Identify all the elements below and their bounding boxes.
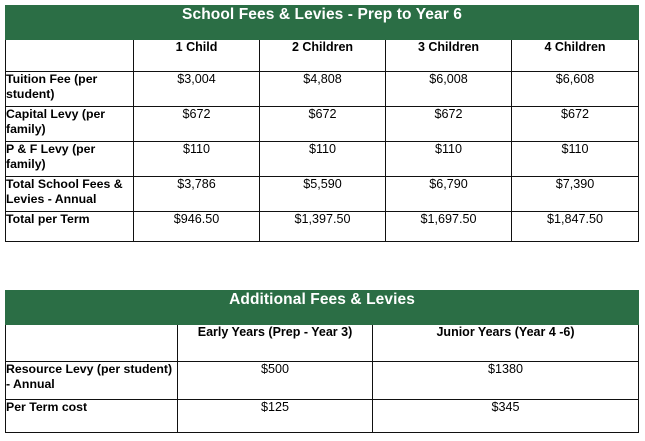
cell-pf-levy-2-children: $110 (260, 142, 386, 177)
additional-fees-title: Additional Fees & Levies (6, 291, 639, 325)
table-row (6, 212, 639, 242)
cell-total-per-term-4-children: $1,847.50 (512, 212, 639, 242)
cell-capital-levy-3-children: $672 (386, 107, 512, 142)
table-row (6, 72, 639, 107)
table-row (6, 107, 639, 142)
cell-total-per-term-1-child: $946.50 (134, 212, 260, 242)
row-label-total-per-term: Total per Term (6, 212, 134, 242)
cell-total-annual-3-children: $6,790 (386, 177, 512, 212)
cell-pf-levy-3-children: $110 (386, 142, 512, 177)
column-header-junior-years: Junior Years (Year 4 -6) (373, 325, 639, 362)
cell-per-term-cost-junior-years: $345 (373, 400, 639, 433)
school-fees-title: School Fees & Levies - Prep to Year 6 (6, 6, 639, 40)
cell-resource-levy-junior-years: $1380 (373, 362, 639, 400)
school-fees-table (5, 5, 639, 242)
cell-tuition-4-children: $6,608 (512, 72, 639, 107)
cell-total-per-term-3-children: $1,697.50 (386, 212, 512, 242)
table-row (6, 362, 639, 400)
table-title-row (6, 291, 639, 325)
cell-tuition-1-child: $3,004 (134, 72, 260, 107)
row-label-total-annual: Total School Fees & Levies - Annual (6, 177, 134, 212)
column-header-1-child: 1 Child (134, 40, 260, 72)
table-row (6, 142, 639, 177)
cell-capital-levy-2-children: $672 (260, 107, 386, 142)
table-title-row (6, 6, 639, 40)
row-label-tuition-fee: Tuition Fee (per student) (6, 72, 134, 107)
cell-total-annual-2-children: $5,590 (260, 177, 386, 212)
cell-capital-levy-1-child: $672 (134, 107, 260, 142)
table-row (6, 400, 639, 433)
column-header-blank (6, 325, 178, 362)
column-header-early-years: Early Years (Prep - Year 3) (178, 325, 373, 362)
cell-total-per-term-2-children: $1,397.50 (260, 212, 386, 242)
cell-total-annual-1-child: $3,786 (134, 177, 260, 212)
cell-pf-levy-1-child: $110 (134, 142, 260, 177)
cell-pf-levy-4-children: $110 (512, 142, 639, 177)
table-header-row (6, 40, 639, 72)
row-label-per-term-cost: Per Term cost (6, 400, 178, 433)
row-label-resource-levy: Resource Levy (per student) - Annual (6, 362, 178, 400)
table-header-row (6, 325, 639, 362)
column-header-4-children: 4 Children (512, 40, 639, 72)
cell-capital-levy-4-children: $672 (512, 107, 639, 142)
cell-resource-levy-early-years: $500 (178, 362, 373, 400)
additional-fees-table (5, 290, 639, 433)
column-header-3-children: 3 Children (386, 40, 512, 72)
column-header-blank (6, 40, 134, 72)
cell-tuition-2-children: $4,808 (260, 72, 386, 107)
row-label-capital-levy: Capital Levy (per family) (6, 107, 134, 142)
row-label-pf-levy: P & F Levy (per family) (6, 142, 134, 177)
cell-tuition-3-children: $6,008 (386, 72, 512, 107)
cell-total-annual-4-children: $7,390 (512, 177, 639, 212)
cell-per-term-cost-early-years: $125 (178, 400, 373, 433)
table-row (6, 177, 639, 212)
column-header-2-children: 2 Children (260, 40, 386, 72)
